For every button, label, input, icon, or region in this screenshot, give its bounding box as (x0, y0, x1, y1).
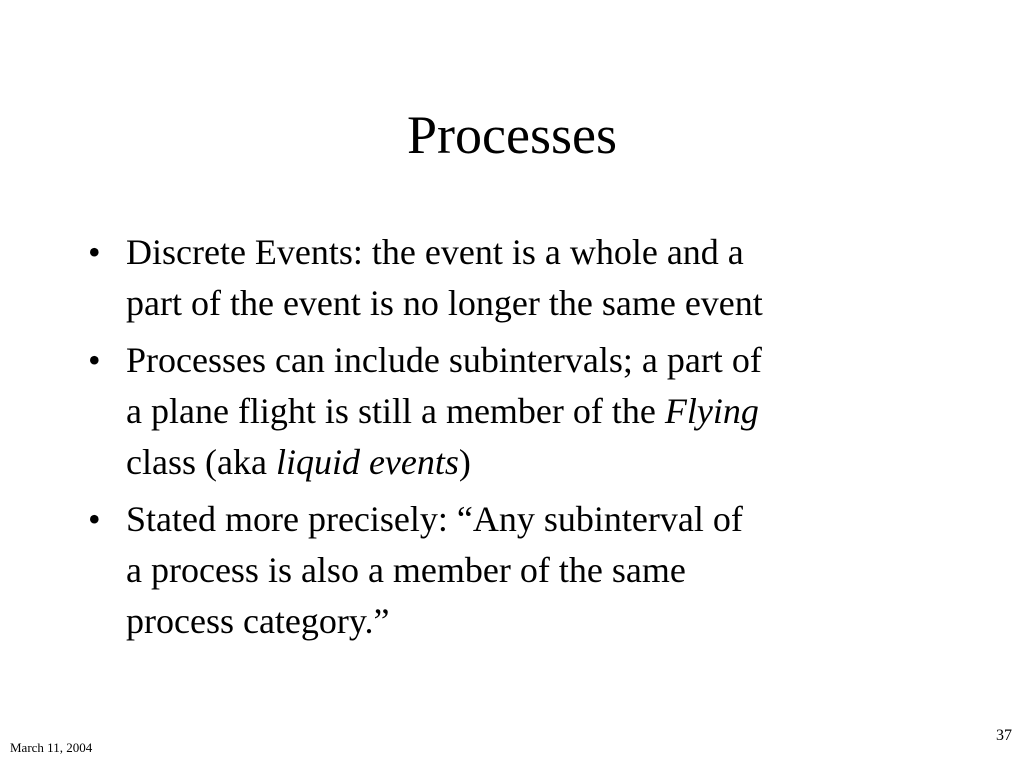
bullet-dot-icon: • (88, 499, 101, 539)
bullet-item (88, 494, 948, 647)
bullet-item (88, 227, 948, 329)
bullet-text: a plane flight is still a member of the (126, 391, 665, 431)
page-number: 37 (996, 727, 1012, 744)
bullet-line: Stated more precisely: “Any subinterval of (126, 499, 743, 539)
bullet-line: a process is also a member of the same (126, 550, 686, 590)
bullet-line: Processes can include subintervals; a part of (126, 340, 762, 380)
bullet-dot-icon: • (88, 340, 101, 380)
emphasis-text: liquid events (275, 442, 459, 482)
bullet-line (126, 386, 948, 437)
bullet-line: part of the event is no longer the same event (126, 283, 763, 323)
bullet-line: Discrete Events: the event is a whole and a (126, 232, 744, 272)
bullet-item (88, 335, 948, 488)
bullet-line: process category.” (126, 601, 390, 641)
bullet-text: ) (458, 442, 471, 482)
slide-title: Processes (407, 105, 617, 165)
bullet-dot-icon: • (88, 232, 101, 272)
bullet-text: class (aka (126, 442, 276, 482)
bullet-list (88, 227, 948, 653)
bullet-line (126, 437, 948, 488)
emphasis-text: Flying (664, 391, 759, 431)
footer-date: March 11, 2004 (10, 740, 93, 755)
